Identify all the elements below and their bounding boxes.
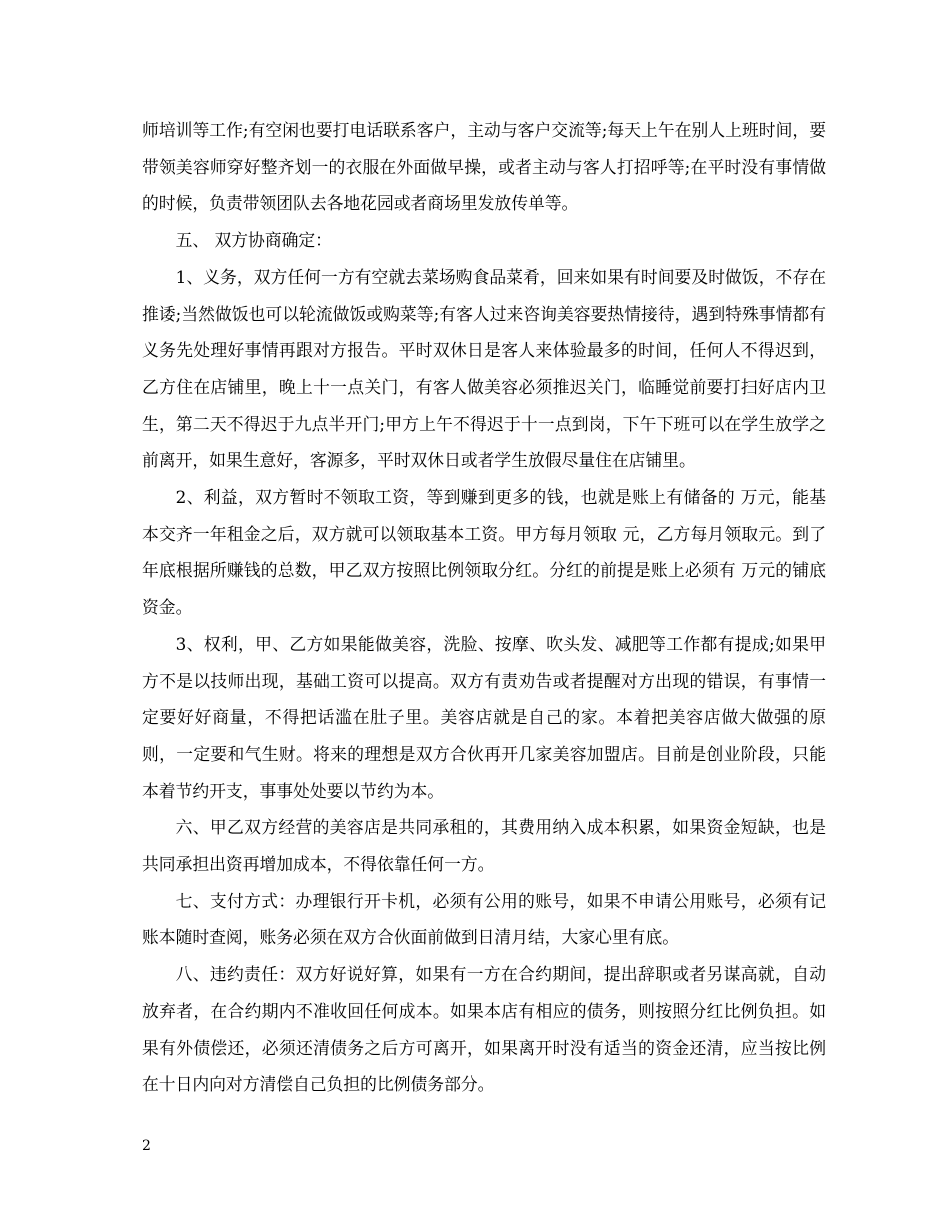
- section-six: 六、甲乙双方经营的美容店是共同承租的，其费用纳入成本积累，如果资金短缺，也是共同承担出资再增加成本，不得依靠任何一方。: [142, 817, 826, 875]
- section-eight: 八、违约责任：双方好说好算，如果有一方在合约期间，提出辞职或者另谋高就，自动放弃者，在合约期内不准收回任何成本。如果本店有相应的债务，则按照分红比例负担。如果有外债偿还，必须还清债务之后方可离开，如果离开时没有适当的资金还清，应当按比例在十日内向对方清偿自己负担的比例债务部分。: [142, 964, 826, 1095]
- paragraph-rights: 3、权利，甲、乙方如果能做美容，洗脸、按摩、吹头发、减肥等工作都有提成;如果甲方不是以技师出现，基础工资可以提高。双方有责劝告或者提醒对方出现的错误，有事情一定要好好商量，不得把话滥在肚子里。美容店就是自己的家。本着把美容店做大做强的原则，一定要和气生财。将来的理想是双方合伙再开几家美容加盟店。目前是创业阶段，只能本着节约开支，事事处处要以节约为本。: [142, 633, 826, 801]
- section-seven: 七、支付方式：办理银行开卡机，必须有公用的账号，如果不申请公用账号，必须有记账本随时查阅，账务必须在双方合伙面前做到日清月结，大家心里有底。: [142, 890, 826, 948]
- page-number: 2: [142, 1138, 151, 1154]
- paragraph-continuation: 师培训等工作;有空闲也要打电话联系客户，主动与客户交流等;每天上午在别人上班时间，要带领美容师穿好整齐划一的衣服在外面做早操，或者主动与客人打招呼等;在平时没有事情做的时候，负责带领团队去各地花园或者商场里发放传单等。: [142, 120, 826, 214]
- paragraph-obligations: 1、义务，双方任何一方有空就去菜场购食品菜肴，回来如果有时间要及时做饭，不存在推诿;当然做饭也可以轮流做饭或购菜等;有客人过来咨询美容要热情接待，遇到特殊事情都有义务先处理好事情再跟对方报告。平时双休日是客人来体验最多的时间，任何人不得迟到，乙方住在店铺里，晚上十一点关门，有客人做美容必须推迟关门，临睡觉前要打扫好店内卫生，第二天不得迟于九点半开门;甲方上午不得迟于十一点到岗，下午下班可以在学生放学之前离开，如果生意好，客源多，平时双休日或者学生放假尽量住在店铺里。: [142, 266, 826, 471]
- paragraph-benefits: 2、利益，双方暂时不领取工资，等到赚到更多的钱，也就是账上有储备的 万元，能基本交齐一年租金之后，双方就可以领取基本工资。甲方每月领取 元，乙方每月领取元。到了年底根据所赚钱的总数，甲乙双方按照比例领取分红。分红的前提是账上必须有 万元的铺底资金。: [142, 487, 826, 618]
- section-heading-five: 五、 双方协商确定：: [175, 230, 332, 251]
- document-body: [142, 112, 826, 1103]
